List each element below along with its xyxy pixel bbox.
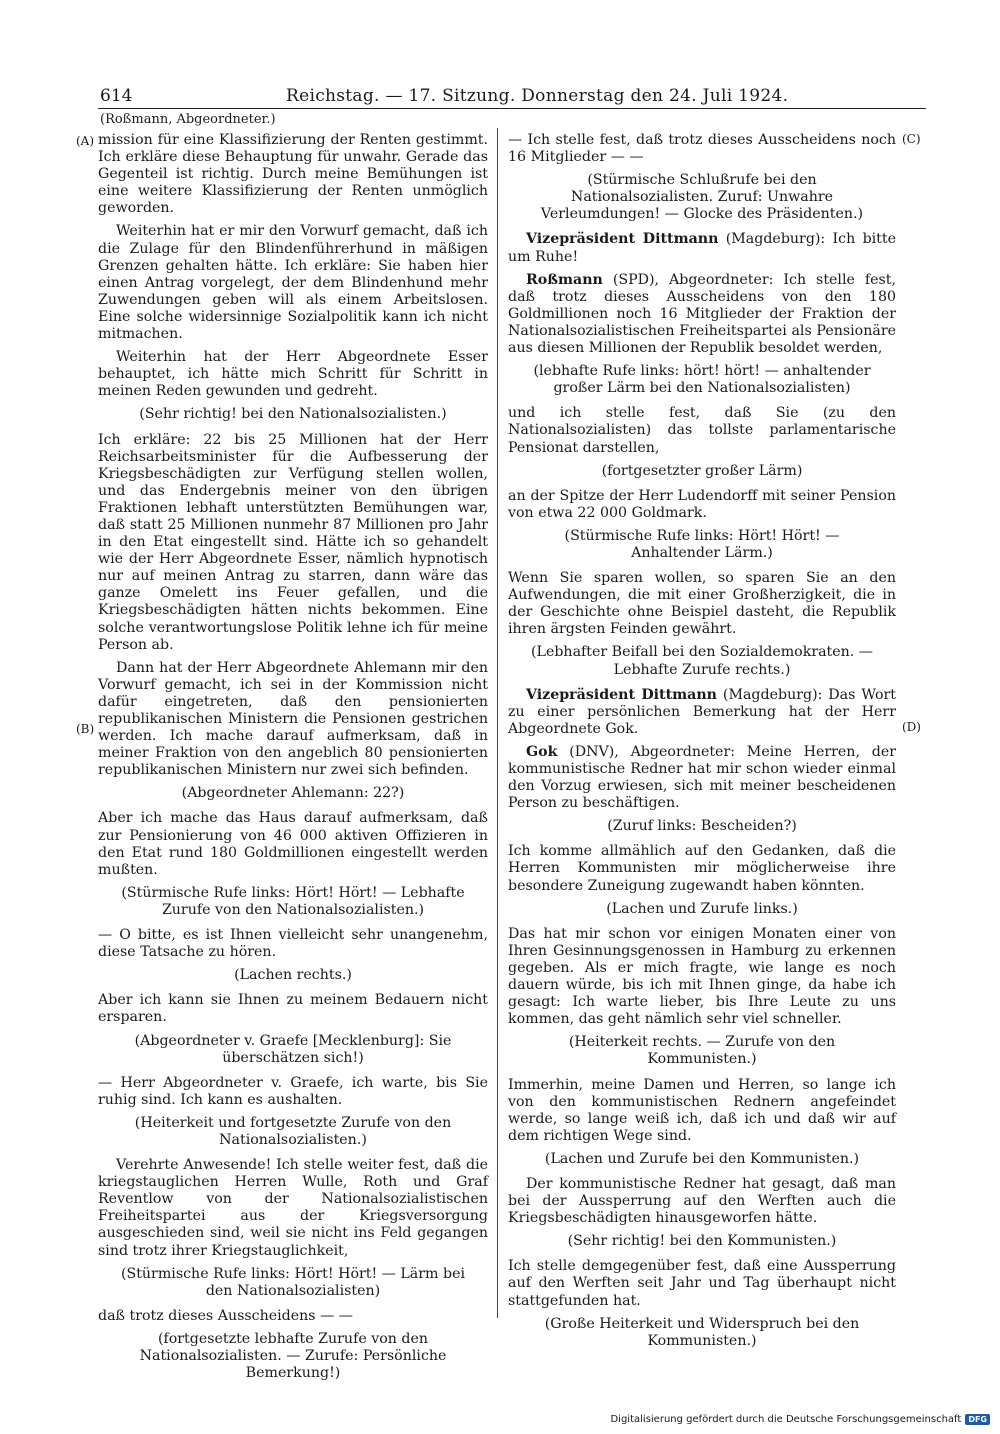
page-number: 614 — [100, 86, 133, 106]
speaker-name: Vizepräsident Dittmann — [526, 231, 719, 248]
speech-paragraph: Weiterhin hat er mir den Vorwurf gemacht, daß ich die Zulage für den Blindenführerhund in mäßigen Grenzen gehalten hätte. Ich erkläre: Sie haben hier einen Antrag vorgelegt, der dem Blindenhund mehr Zuwendungen geben will als einem Arbeitslosen. Eine solche widersinnige Sozialpolitik kann ich nicht mitmachen. — [98, 223, 488, 343]
footer-credit — [610, 1414, 990, 1425]
margin-mark-a: (A) — [76, 134, 95, 148]
interjection: (Stürmische Rufe links: Hört! Hört! — Lärm bei den Nationalsozialisten) — [120, 1265, 466, 1299]
interjection: (fortgesetzte lebhafte Zurufe von den Nationalsozialisten. — Zurufe: Persönliche Bemerkung!) — [139, 1330, 447, 1382]
speech-paragraph: — Herr Abgeordneter v. Graefe, ich warte, bis Sie ruhig sind. Ich kann es aushalten. — [98, 1074, 488, 1108]
speaker-paragraph: Vizepräsident Dittmann (Magdeburg): Ich bitte um Ruhe! — [508, 231, 896, 265]
speech-paragraph: Weiterhin hat der Herr Abgeordnete Esser behauptet, ich hätte mich Schritt für Schritt in meinen Reden gewunden und gedreht. — [98, 349, 488, 400]
left-column — [98, 132, 488, 1390]
interjection: (Abgeordneter v. Graefe [Mecklenburg]: Sie überschätzen sich!) — [134, 1032, 452, 1066]
speech-paragraph: Ich komme allmählich auf den Gedanken, daß die Herren Kommunisten mir möglicherweise ihre besondere Zuneigung zugewandt haben könnten. — [508, 843, 896, 894]
speech-paragraph: Aber ich kann sie Ihnen zu meinem Bedauern nicht ersparen. — [98, 992, 488, 1026]
interjection: (Lachen rechts.) — [234, 967, 352, 984]
margin-mark-c: (C) — [902, 132, 921, 146]
page-header — [100, 84, 926, 110]
interjection: (Zuruf links: Bescheiden?) — [607, 818, 797, 835]
speaker-name: Vizepräsident Dittmann — [526, 686, 717, 703]
interjection: (Abgeordneter Ahlemann: 22?) — [181, 785, 405, 802]
speaker-name: Gok — [526, 743, 558, 760]
header-rule — [98, 108, 926, 109]
speaker-paragraph: Gok (DNV), Abgeordneter: Meine Herren, der kommunistische Redner hat mir schon wieder einmal den Vorzug erwiesen, sich mit meiner bescheidenen Person zu beschäftigen. — [508, 743, 896, 812]
speech-paragraph: an der Spitze der Herr Ludendorff mit seiner Pension von etwa 22 000 Goldmark. — [508, 487, 896, 521]
interjection: (Stürmische Rufe links: Hört! Hört! — Lebhafte Zurufe von den Nationalsozialisten.) — [121, 884, 465, 918]
interjection: (Sehr richtig! bei den Kommunisten.) — [567, 1233, 837, 1250]
interjection: (Stürmische Rufe links: Hört! Hört! — Anhaltender Lärm.) — [564, 527, 840, 561]
interjection: (fortgesetzter großer Lärm) — [601, 462, 803, 479]
speech-paragraph: Ich stelle demgegenüber fest, daß eine Aussperrung auf den Werften seit Jahr und Tag überhaupt nicht stattgefunden hat. — [508, 1258, 896, 1309]
speech-paragraph: Dann hat der Herr Abgeordnete Ahlemann mir den Vorwurf gemacht, ich sei in der Kommission nicht dafür eingetreten, daß den pensionierten republikanischen Ministern die Pensionen gestrichen werden. Ich mache darauf aufmerksam, daß in meiner Fraktion von den angeblich 80 pensionierten republikanischen Ministern nur zwei sich befinden. — [98, 659, 488, 779]
speech-paragraph: Ich erkläre: 22 bis 25 Millionen hat der Herr Reichsarbeitsminister für die Aufbesserung der Kriegsbeschädigten zur Verfügung stellen wollen, und das Endergebnis meiner von den übrigen Fraktionen lebhaft unterstützten Bemühungen war, daß statt 25 Millionen nunmehr 87 Millionen pro Jahr in den Etat eingestellt sind. Hätte ich so gehandelt wie der Herr Abgeordnete Esser, nämlich hypnotisch nur auf meinen Antrag zu starren, dann wäre das ganze Omelett ins Feuer gefallen, und die Kriegsbeschädigten hätten nichts bekommen. Eine solche verantwortungslose Politik lehne ich für meine Person ab. — [98, 431, 488, 653]
interjection: (Stürmische Schlußrufe bei den Nationalsozialisten. Zuruf: Unwahre Verleumdungen! — Glocke des Präsidenten.) — [540, 172, 864, 223]
speech-paragraph: Wenn Sie sparen wollen, so sparen Sie an den Aufwendungen, die mit einer Großherzigkeit, die in der Geschichte ohne Beispiel dasteht, die Republik ihren ärgsten Feinden gewährt. — [508, 570, 896, 638]
interjection: (Heiterkeit rechts. — Zurufe von den Kommunisten.) — [568, 1034, 836, 1068]
interjection: (Lachen und Zurufe bei den Kommunisten.) — [544, 1150, 860, 1167]
speaker-paragraph: Vizepräsident Dittmann (Magdeburg): Das Wort zu einer persönlichen Bemerkung hat der Herr Abgeordnete Gok. — [508, 686, 896, 737]
speech-paragraph: Das hat mir schon vor einigen Monaten einer von Ihren Gesinnungsgenossen in Hamburg zu erkennen gegeben. Als er mich fragte, wie lange es noch dauern würde, bis ich mit Ihnen ginge, da habe ich gesagt: Ich warte lieber, bis Ihre Leute zu uns kommen, das geht nämlich sehr viel schneller. — [508, 925, 896, 1028]
speech-paragraph: Aber ich mache das Haus darauf aufmerksam, daß zur Pensionierung von 46 000 aktiven Offizieren in den Etat rund 180 Goldmillionen eingestellt werden mußten. — [98, 810, 488, 878]
interjection: (Sehr richtig! bei den Nationalsozialisten.) — [139, 406, 447, 423]
interjection: (Lebhafter Beifall bei den Sozialdemokraten. — Lebhafte Zurufe rechts.) — [531, 644, 873, 678]
margin-mark-b: (B) — [76, 722, 95, 736]
dfg-logo: DFG — [965, 1414, 990, 1425]
speech-paragraph: Der kommunistische Redner hat gesagt, daß man bei der Aussperrung auf den Werften auch die Kriegsbeschädigten hinausgeworfen hätte. — [508, 1175, 896, 1227]
interjection: (Heiterkeit und fortgesetzte Zurufe von den Nationalsozialisten.) — [134, 1114, 452, 1148]
speaker-paragraph: Roßmann (SPD), Abgeordneter: Ich stelle fest, daß trotz dieses Ausscheidens von den 180 Goldmillionen noch 16 Mitglieder der Fraktion der Nationalsozialistischen Freiheitspartei als Pensionäre aus diesen Millionen der Republik besoldet werden, — [508, 271, 896, 357]
speaker-name: Roßmann — [526, 271, 603, 288]
running-title: Reichstag. — 17. Sitzung. Donnerstag den 24. Juli 1924. — [286, 86, 789, 106]
speech-paragraph: und ich stelle fest, daß Sie (zu den Nationalsozialisten) das tollste parlamentarische Pensionat darstellen, — [508, 405, 896, 456]
speech-paragraph: Verehrte Anwesende! Ich stelle weiter fest, daß die kriegstauglichen Herren Wulle, Roth und Graf Reventlow von der Nationalsozialistischen Freiheitspartei aus der Kriegsversorgung ausgeschieden sind, weil sie nicht ins Feld gegangen sind trotz ihrer Kriegstauglichkeit, — [98, 1157, 488, 1259]
interjection: (Lachen und Zurufe links.) — [606, 900, 798, 917]
speaker-continuation-label: (Roßmann, Abgeordneter.) — [100, 112, 276, 127]
interjection: (Große Heiterkeit und Widerspruch bei den Kommunisten.) — [544, 1315, 860, 1349]
footer-credit-text: Digitalisierung gefördert durch die Deutsche Forschungsgemeinschaft — [610, 1414, 962, 1425]
interjection: (lebhafte Rufe links: hört! hört! — anhaltender großer Lärm bei den Nationalsozialisten) — [533, 363, 871, 397]
speech-paragraph: Immerhin, meine Damen und Herren, so lange ich von den kommunistischen Rednern angefeindet werde, so lange weiß ich, daß ich und daß wir auf dem richtigen Wege sind. — [508, 1076, 896, 1144]
margin-mark-d: (D) — [902, 720, 921, 734]
column-separator — [497, 128, 498, 1318]
right-column — [508, 132, 896, 1358]
speech-paragraph: — Ich stelle fest, daß trotz dieses Ausscheidens noch 16 Mitglieder — — — [508, 132, 896, 166]
speech-paragraph: daß trotz dieses Ausscheidens — — — [98, 1307, 353, 1324]
speech-paragraph: — O bitte, es ist Ihnen vielleicht sehr unangenehm, diese Tatsache zu hören. — [98, 927, 488, 961]
speech-paragraph: mission für eine Klassifizierung der Renten gestimmt. Ich erkläre diese Behauptung für unwahr. Gerade das Gegenteil ist richtig. Durch meine Bemühungen ist eine weitere Klassifizierung der Renten unmöglich geworden. — [98, 132, 488, 217]
